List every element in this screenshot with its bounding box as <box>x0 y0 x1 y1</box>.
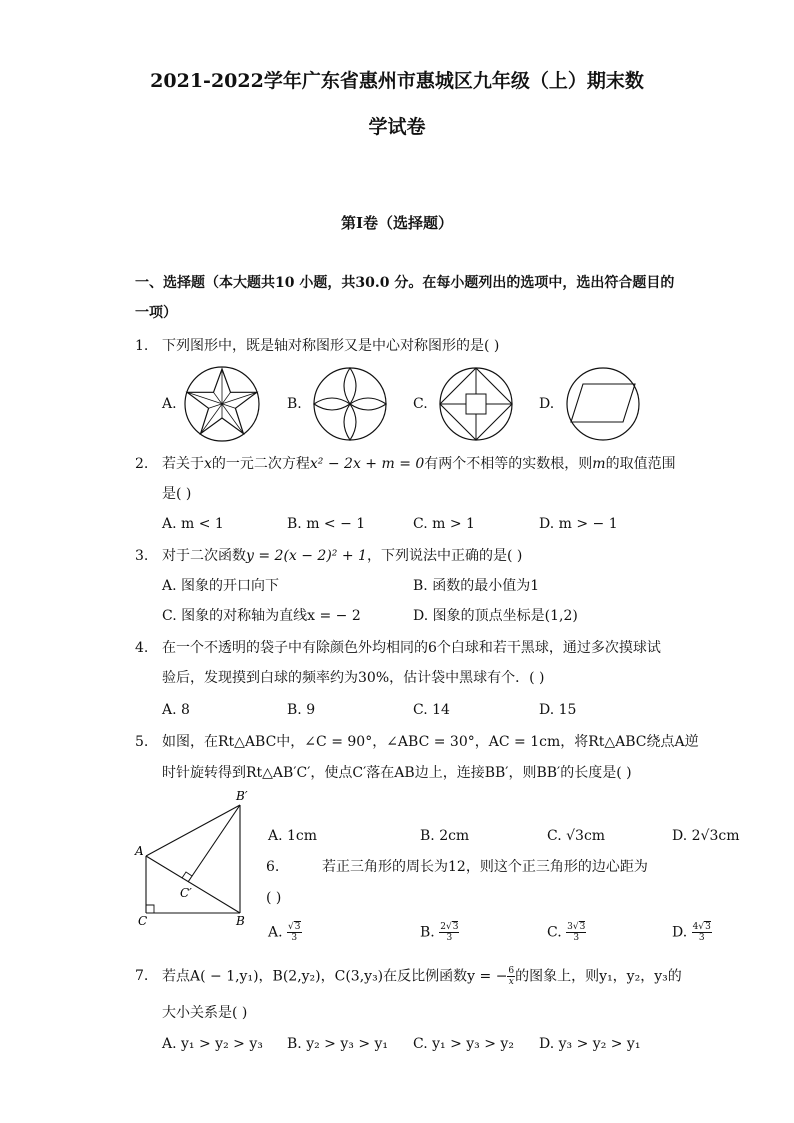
q6-number: 6. <box>266 859 280 875</box>
q2-number: 2. <box>135 456 149 472</box>
q7-option-b: B. y₂ > y₃ > y₁ <box>287 1036 389 1052</box>
q4-option-d: D. 15 <box>539 702 577 718</box>
q2-stem-var-x: x <box>204 456 212 472</box>
exam-title-line1: 2021-2022学年广东省惠州市惠城区九年级（上）期末数 <box>150 70 644 92</box>
q5-label-c: C <box>138 914 148 928</box>
q5-label-b: B <box>236 914 245 928</box>
q5-stem-cont: 时针旋转得到Rt△AB′C′，使点C′落在AB边上，连接BB′，则BB′的长度是( ) <box>162 765 632 781</box>
q2-option-c: C. m > 1 <box>413 516 475 532</box>
q6-option-a <box>268 922 302 943</box>
q1-stem: 下列图形中，既是轴对称图形又是中心对称图形的是( ) <box>162 338 500 354</box>
q6-option-d-radicand: 3 <box>705 922 711 932</box>
q2-stem-d: 的取值范围 <box>605 456 676 472</box>
q2-option-a: A. m < 1 <box>162 516 224 532</box>
q2-stem-a: 若关于 <box>162 456 204 472</box>
q6-option-b-coef: 2 <box>440 922 446 932</box>
q6-option-b-letter: B. <box>420 924 435 941</box>
q6-option-c-radicand: 3 <box>579 922 586 932</box>
q3-stem-a: 对于二次函数 <box>162 548 246 564</box>
q7-frac-num: 6 <box>508 966 515 976</box>
q1-option-d-label: D. <box>539 396 555 412</box>
q2-stem-c: 有两个不相等的实数根，则 <box>424 456 593 472</box>
q5-triangle-figure <box>130 785 260 930</box>
q4-number: 4. <box>135 640 149 656</box>
q2-option-d: D. m > − 1 <box>539 516 618 532</box>
q1-parallelogram-figure <box>563 366 643 442</box>
q3-equation: y = 2(x − 2)² + 1 <box>246 548 367 564</box>
q6-option-c-fraction: $\frac{3√3}{3}$ <box>567 922 586 943</box>
q6-option-b-radicand: 3 <box>452 922 459 932</box>
q7-number: 7. <box>135 968 149 984</box>
q6-option-c-letter: C. <box>547 924 562 941</box>
q2-equation: x² − 2x + m = 0 <box>309 456 425 472</box>
q3-number: 3. <box>135 548 149 564</box>
q6-option-c-denominator: 3 <box>573 933 580 943</box>
q7-option-d: D. y₃ > y₂ > y₁ <box>539 1036 641 1052</box>
q2-stem-var-m: m <box>592 456 606 472</box>
q7-fraction <box>507 966 515 987</box>
q2-option-b: B. m < − 1 <box>287 516 366 532</box>
q3-option-c: C. 图象的对称轴为直线x = − 2 <box>162 608 361 624</box>
part-header-cont: 一项） <box>135 305 177 321</box>
q5-option-c: C. √3cm <box>547 828 606 844</box>
q3-stem-b: ，下列说法中正确的是( ) <box>366 548 523 564</box>
q5-option-d: D. 2√3cm <box>672 828 740 844</box>
q1-petal-figure <box>310 366 390 442</box>
q6-option-a-radicand: 3 <box>294 922 301 932</box>
q5-stem: 如图，在Rt△ABC中，∠C = 90°，∠ABC = 30°，AC = 1cm，将Rt△ABC绕点A逆 <box>162 734 699 750</box>
q6-option-c <box>547 922 586 943</box>
q1-option-a-label: A. <box>162 396 177 412</box>
q6-option-d-fraction: $\frac{4√3}{3}$ <box>692 922 711 943</box>
q4-option-a: A. 8 <box>162 702 190 718</box>
q7-stem-b: 的图象上，则y₁，y₂，y₃的 <box>515 968 682 985</box>
q5-label-b-prime: B′ <box>236 789 248 803</box>
q6-stem: 若正三角形的周长为12，则这个正三角形的边心距为 <box>322 859 648 875</box>
q5-option-b: B. 2cm <box>420 828 470 844</box>
q6-option-d-denominator: 3 <box>698 933 705 943</box>
q2-stem-b: 的一元二次方程 <box>211 456 310 472</box>
q7-option-c: C. y₁ > y₃ > y₂ <box>413 1036 514 1052</box>
q4-stem: 在一个不透明的袋子中有除颜色外均相同的6个白球和若干黑球，通过多次摸球试 <box>162 640 661 656</box>
q6-option-d-coef: 4 <box>692 922 699 932</box>
q6-stem-cont: ( ) <box>266 890 282 906</box>
q4-option-b: B. 9 <box>287 702 316 718</box>
q6-option-b-denominator: 3 <box>446 933 453 943</box>
q5-option-a: A. 1cm <box>268 828 318 844</box>
section-title: 第I卷（选择题） <box>340 214 454 232</box>
q3-option-a: A. 图象的开口向下 <box>162 578 280 594</box>
q1-square-figure <box>436 366 516 442</box>
q6-option-d <box>672 922 712 943</box>
q1-option-b-label: B. <box>287 396 302 412</box>
q4-stem-cont: 验后，发现摸到白球的频率约为30%，估计袋中黑球有个．( ) <box>162 670 545 686</box>
q6-option-a-letter: A. <box>268 924 283 941</box>
q6-option-a-denominator: 3 <box>291 933 298 943</box>
q5-number: 5. <box>135 734 149 750</box>
q6-option-b-fraction: $\frac{2√3}{3}$ <box>440 922 459 943</box>
q3-option-d: D. 图象的顶点坐标是(1,2) <box>413 608 578 624</box>
q6-option-c-coef: 3 <box>567 922 573 932</box>
q2-stem <box>162 454 676 474</box>
q6-option-b <box>420 922 459 943</box>
q3-option-b: B. 函数的最小值为1 <box>413 578 540 594</box>
q6-option-d-letter: D. <box>672 924 688 941</box>
q7-stem-cont: 大小关系是( ) <box>162 1005 248 1021</box>
q3-stem <box>162 546 522 566</box>
q5-label-c-prime: C′ <box>180 886 192 900</box>
exam-title-line2: 学试卷 <box>368 116 426 138</box>
q7-stem-a: 若点A( − 1,y₁)，B(2,y₂)，C(3,y₃)在反比例函数y = − <box>162 968 508 985</box>
q6-option-a-fraction: $\frac{√3}{3}$ <box>288 922 301 943</box>
q1-star-figure <box>180 366 264 442</box>
q2-stem-cont: 是( ) <box>162 486 192 502</box>
q1-option-c-label: C. <box>413 396 428 412</box>
q7-stem <box>162 966 682 987</box>
q4-option-c: C. 14 <box>413 702 450 718</box>
q1-number: 1. <box>135 338 149 354</box>
q7-option-a: A. y₁ > y₂ > y₃ <box>162 1036 263 1052</box>
q5-label-a: A <box>135 844 144 858</box>
q7-frac-den: x <box>508 977 514 987</box>
part-header: 一、选择题（本大题共10 小题，共30.0 分。在每小题列出的选项中，选出符合题目的 <box>135 275 675 291</box>
